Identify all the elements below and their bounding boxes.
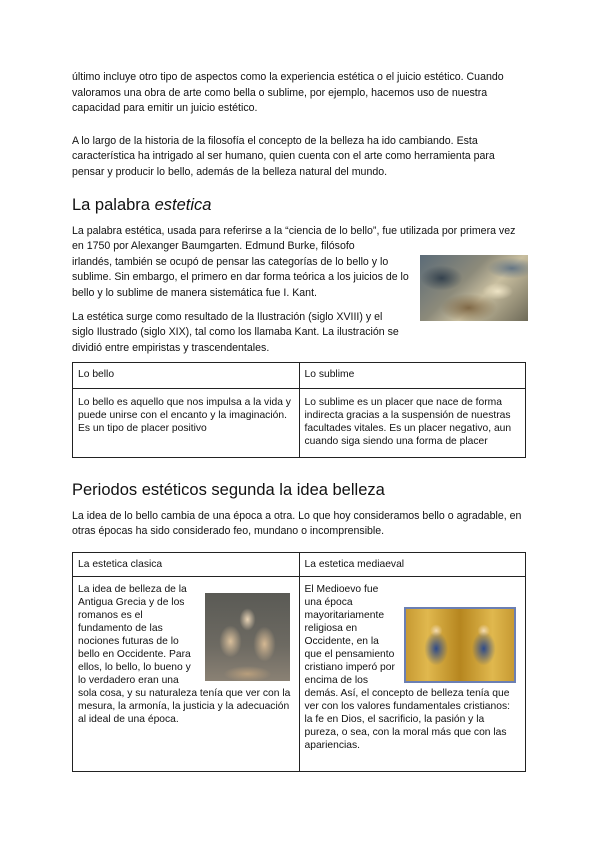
table-row [73,576,526,771]
header-estetica-clasica: La estetica clasica [73,552,300,576]
paragraph-ilustracion: La estética surge como resultado de la Ilustración (siglo XVIII) y el siglo Ilustrado (siglo XIX), tal como los llamaba Kant. La ilustración se dividió entre empiristas y trascendentales. [72,310,399,354]
document-page [72,70,528,772]
section-heading-la-palabra-estetica [72,195,528,215]
mediaeval-text: El Medioevo fue una época mayoritariamente religiosa en Occidente, en la que el pensamiento cristiano imperó por encima de los demás. Así, el concepto de belleza tenía que ver con los valores fundamentales cristianos: la fe en Dios, el sacrificio, la pasión y la pureza, o sea, con la moral más que con las apariencias. [304,583,510,751]
table-header-row [73,552,526,576]
medieval-icon-image [404,607,516,683]
paragraph-burke-kant: irlandés, también se ocupó de pensar las categorías de lo bello y lo sublime. Sin embargo, el primero en dar forma teórica a los juicios de lo bello y lo sublime de manera sistemática fue I. Kant. [72,255,409,299]
cell-estetica-clasica [73,576,300,771]
paragraph-idea-bello-cambia: La idea de lo bello cambia de una época a otra. Lo que hoy consideramos bello o agradable, en otras épocas ha sido considerado feo, mundano o incomprensible. [72,509,522,538]
table-estetica-periodos [72,552,526,772]
paragraph-history-of-beauty: A lo largo de la historia de la filosofía el concepto de la belleza ha ido cambiando. Esta característica ha intrigado al ser humano, quien cuenta con el arte como herramienta para pensar y producir lo bello, además de la belleza natural del mundo. [72,134,495,178]
estetica-intro-block [72,224,528,354]
laocoon-statue-image [205,593,290,681]
clasica-text: La idea de belleza de la Antigua Grecia y de los romanos es el fundamento de las nociones futuras de lo bello en Occidente. Para ellos, lo bello, lo bueno y lo verdadero eran una sola cosa, y su naturaleza tenía que ver con la mesura, la armonía, la justicia y la adecuación al ideal de una época. [78,583,291,725]
cell-lo-sublime: Lo sublime es un placer que nace de forma indirecta gracias a la suspensión de nuestras facultades vitales. Es un placer negativo, aun cuando siga siendo una forma de placer [299,388,526,457]
cell-estetica-mediaeval [299,576,526,771]
header-lo-sublime: Lo sublime [299,362,526,388]
paragraph-aesthetic-judgment: último incluye otro tipo de aspectos como la experiencia estética o el juicio estético. Cuando valoramos una obra de arte como bella o sublime, por ejemplo, hacemos uso de nuestra capacidad para emitir un juicio estético. [72,71,504,115]
table-header-row [73,362,526,388]
cell-lo-bello: Lo bello es aquello que nos impulsa a la vida y puede unirse con el encanto y la imaginación. Es un tipo de placer positivo [73,388,300,457]
header-lo-bello: Lo bello [73,362,300,388]
heading-plain-text: La palabra [72,195,155,214]
table-row [73,388,526,457]
storm-painting-image [420,255,528,321]
header-estetica-mediaeval: La estetica mediaeval [299,552,526,576]
section-heading-periodos-esteticos: Periodos estéticos segunda la idea belleza [72,480,385,499]
paragraph-baumgarten: La palabra estética, usada para referirse a la “ciencia de lo bello”, fue utilizada por primera vez en 1750 por Alexanger Baumgarten. Edmund Burke, filósofo [72,224,516,253]
heading-italic-text: estetica [154,195,212,214]
table-bello-sublime [72,362,526,458]
